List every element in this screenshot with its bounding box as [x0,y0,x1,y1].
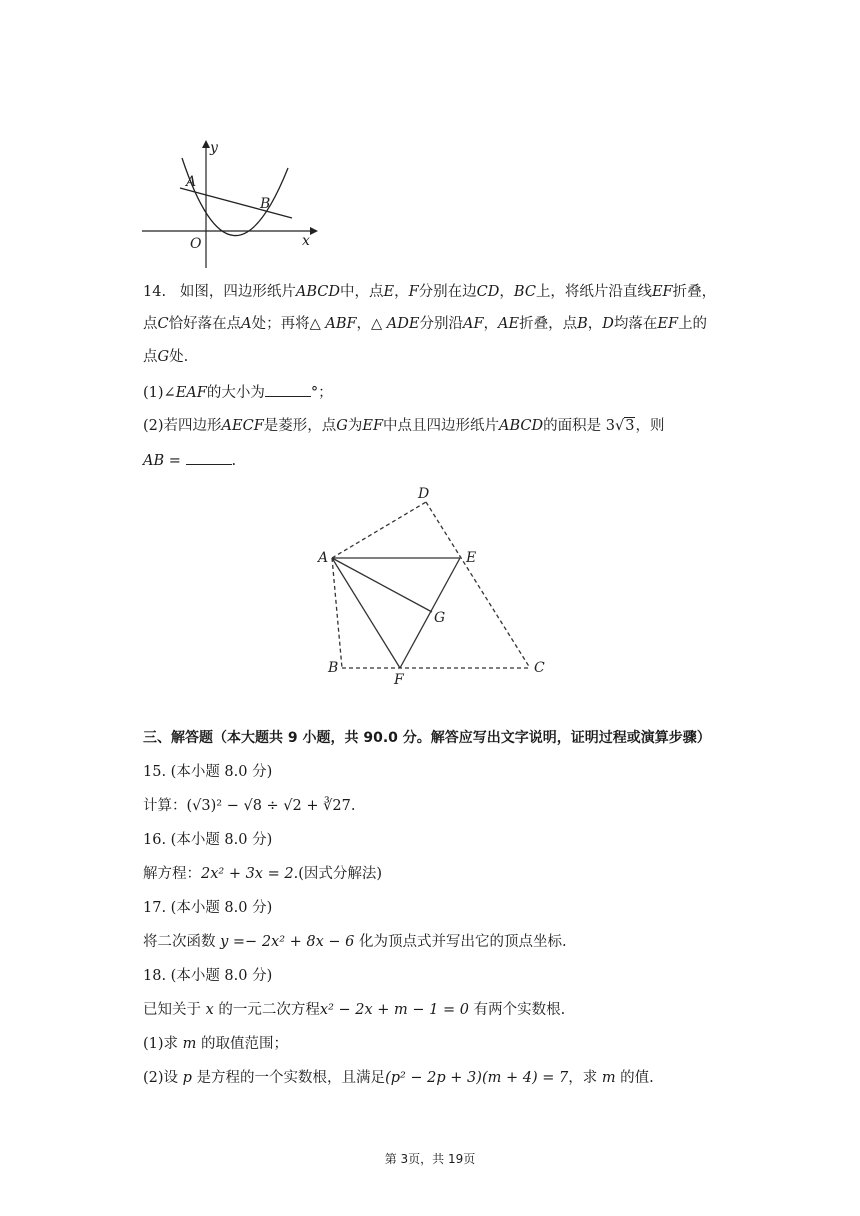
page-footer: 第 3页，共 19页 [384,1152,476,1166]
q14-part1: (1)∠EAF的大小为 °； [143,382,333,403]
q16-head: 16. (本小题 8.0 分) [143,832,273,848]
vertex-d-label: D [418,486,430,502]
q18-body: 已知关于 x 的一元二次方程x² − 2x + m − 1 = 0 有两个实数根. [143,1002,566,1018]
folding-figure [310,480,560,690]
vertex-e-label: E [466,550,477,566]
parabola-graph [140,138,320,273]
q16-body: 解方程：2x² + 3x = 2.(因式分解法) [143,866,383,882]
x-axis-label: x [302,233,310,249]
vertex-a-label: A [318,550,329,566]
section-title: 三、解答题（本大题共 9 小题，共 90.0 分。解答应写出文字说明，证明过程或演算步骤） [143,730,711,746]
q14-line2: 点C恰好落在点A处；再将△ ABF，△ ADE分别沿AF，AE折叠，点B，D均落在EF上的 [143,316,708,332]
vertex-g-label: G [434,610,446,626]
q14-part2-cont: AB = . [143,450,236,471]
q17-head: 17. (本小题 8.0 分) [143,900,273,916]
answer-blank [186,450,232,465]
q18-part2: (2)设 p 是方程的一个实数根，且满足(p² − 2p + 3)(m + 4) = 7，求 m 的值. [143,1070,654,1086]
q18-head: 18. (本小题 8.0 分) [143,968,273,984]
vertex-b-label: B [328,660,339,676]
q14-line1: 14. 如图，四边形纸片ABCD中，点E，F分别在边CD，BC上，将纸片沿直线EF折叠， [143,284,717,300]
q14-part2: (2)若四边形AECF是菱形，点G为EF中点且四边形纸片ABCD的面积是 3√3，则 [143,418,665,434]
vertex-c-label: C [534,660,545,676]
point-b-label: B [260,196,271,212]
q17-body: 将二次函数 y =− 2x² + 8x − 6 化为顶点式并写出它的顶点坐标. [143,934,567,950]
vertex-f-label: F [394,672,404,688]
q14-line3: 点G处. [143,349,189,365]
point-a-label: A [186,174,197,190]
y-axis-label: y [210,140,218,156]
q15-head: 15. (本小题 8.0 分) [143,764,273,780]
answer-blank [265,382,311,397]
q15-body: 计算：(√3)² − √8 ÷ √2 + ∛27. [143,798,356,814]
origin-label: O [190,236,202,252]
q18-part1: (1)求 m 的取值范围； [143,1036,289,1052]
